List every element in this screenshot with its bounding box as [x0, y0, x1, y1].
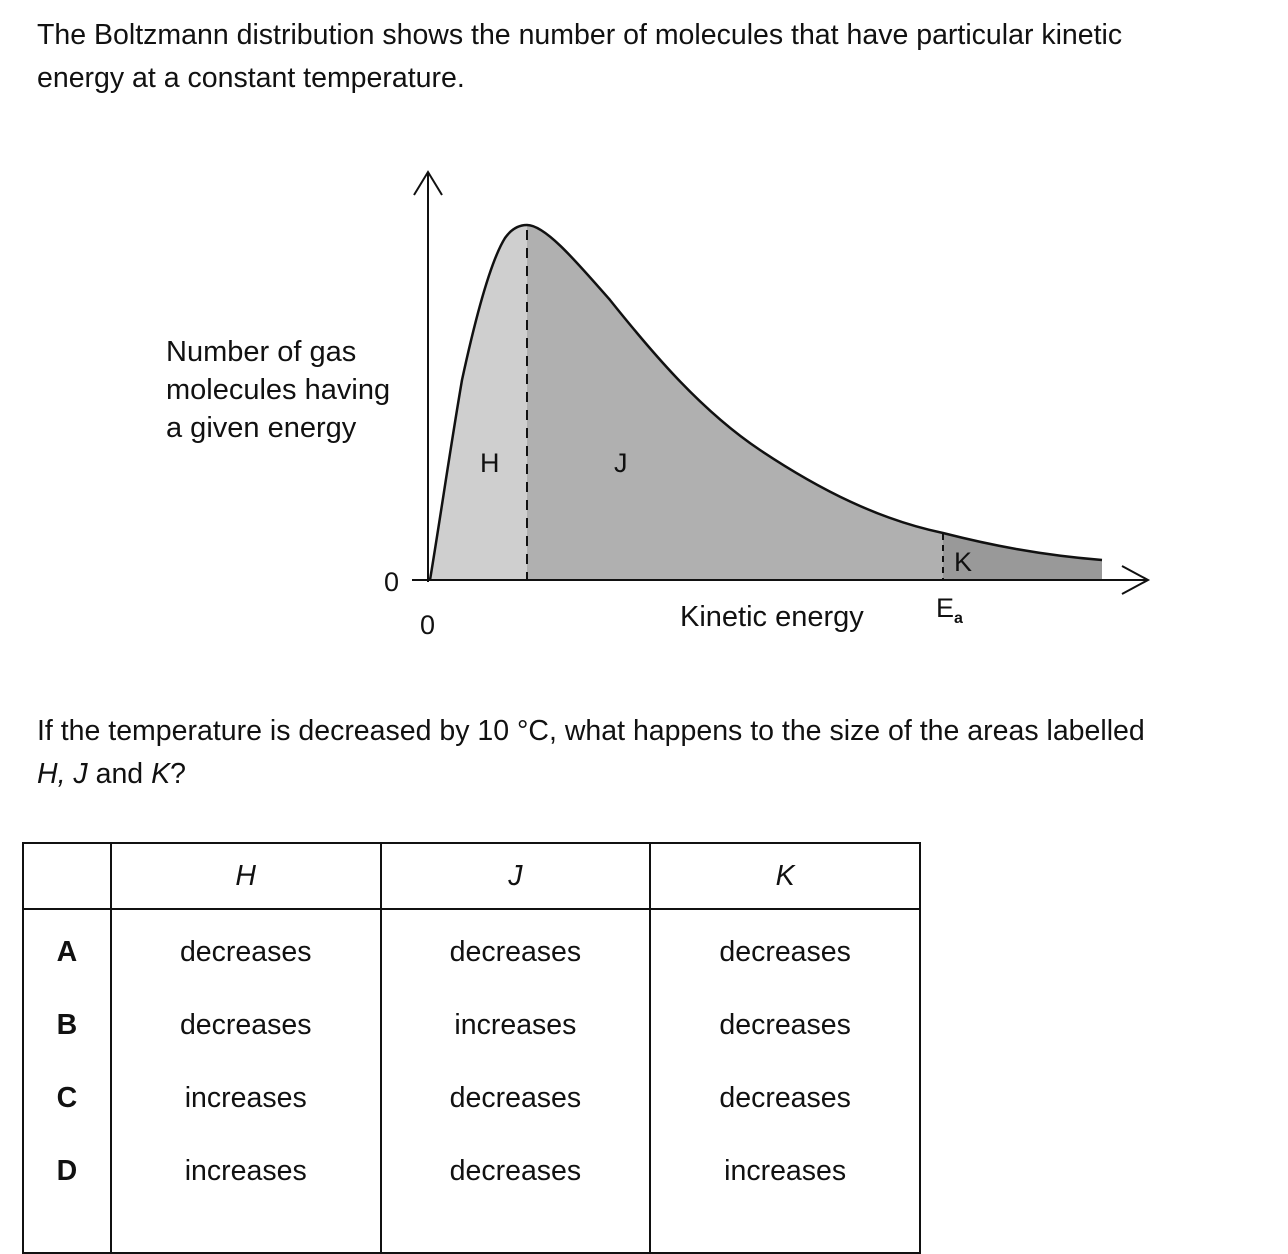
- table-row-c[interactable]: [23, 1062, 920, 1135]
- table-row-b[interactable]: [23, 989, 920, 1062]
- intro-line-1: The Boltzmann distribution shows the number of molecules that have particular kinetic: [37, 19, 1123, 51]
- cell-k: decreases: [650, 909, 920, 989]
- cell-h: increases: [111, 1062, 381, 1135]
- region-j-label: J: [614, 448, 628, 478]
- table-spacer-row: [23, 1208, 920, 1253]
- question-h: H,: [37, 758, 66, 790]
- cell-k: increases: [650, 1135, 920, 1208]
- header-blank: [23, 843, 111, 909]
- boltzmann-svg: [0, 150, 1288, 650]
- region-h-label: H: [480, 448, 500, 478]
- option-key: C: [23, 1062, 111, 1135]
- cell-h: decreases: [111, 909, 381, 989]
- header-j: J: [381, 843, 651, 909]
- cell-j: decreases: [381, 1062, 651, 1135]
- table-row-a[interactable]: [23, 909, 920, 989]
- table-header-row: [23, 843, 920, 909]
- header-k: K: [650, 843, 920, 909]
- intro-line-2: energy at a constant temperature.: [37, 62, 465, 94]
- question-line-2: [37, 753, 1282, 796]
- cell-k: decreases: [650, 1062, 920, 1135]
- y-axis-label-line-3: a given energy: [166, 412, 357, 444]
- boltzmann-diagram: [0, 150, 1288, 650]
- spacer-cell: [650, 1208, 920, 1253]
- y-axis-label-line-1: Number of gas: [166, 336, 357, 368]
- question-and: and: [95, 758, 144, 790]
- question-j: J: [73, 758, 88, 790]
- spacer-cell: [111, 1208, 381, 1253]
- header-h: H: [111, 843, 381, 909]
- cell-j: increases: [381, 989, 651, 1062]
- cell-h: decreases: [111, 989, 381, 1062]
- answer-table: [22, 842, 921, 1254]
- region-h: [430, 225, 527, 580]
- question-k: K: [151, 758, 171, 790]
- x-origin-label: 0: [420, 610, 436, 640]
- threshold-label-e: E: [936, 593, 955, 623]
- cell-j: decreases: [381, 1135, 651, 1208]
- spacer-cell: [381, 1208, 651, 1253]
- question-end: ?: [170, 758, 186, 790]
- threshold-label: [936, 593, 963, 627]
- spacer-cell: [23, 1208, 111, 1253]
- option-key: B: [23, 989, 111, 1062]
- region-k-label: K: [954, 547, 973, 577]
- table-row-d[interactable]: [23, 1135, 920, 1208]
- question-text: [37, 710, 1282, 796]
- y-origin-label: 0: [384, 567, 400, 597]
- x-axis-label: Kinetic energy: [680, 601, 864, 633]
- option-key: D: [23, 1135, 111, 1208]
- cell-j: decreases: [381, 909, 651, 989]
- question-line-1: If the temperature is decreased by 10 °C, what happens to the size of the areas labelled: [37, 715, 1145, 747]
- option-key: A: [23, 909, 111, 989]
- y-axis-label-line-2: molecules having: [166, 374, 391, 406]
- cell-k: decreases: [650, 989, 920, 1062]
- intro-text: [37, 14, 1267, 100]
- cell-h: increases: [111, 1135, 381, 1208]
- threshold-label-sub: a: [954, 610, 963, 627]
